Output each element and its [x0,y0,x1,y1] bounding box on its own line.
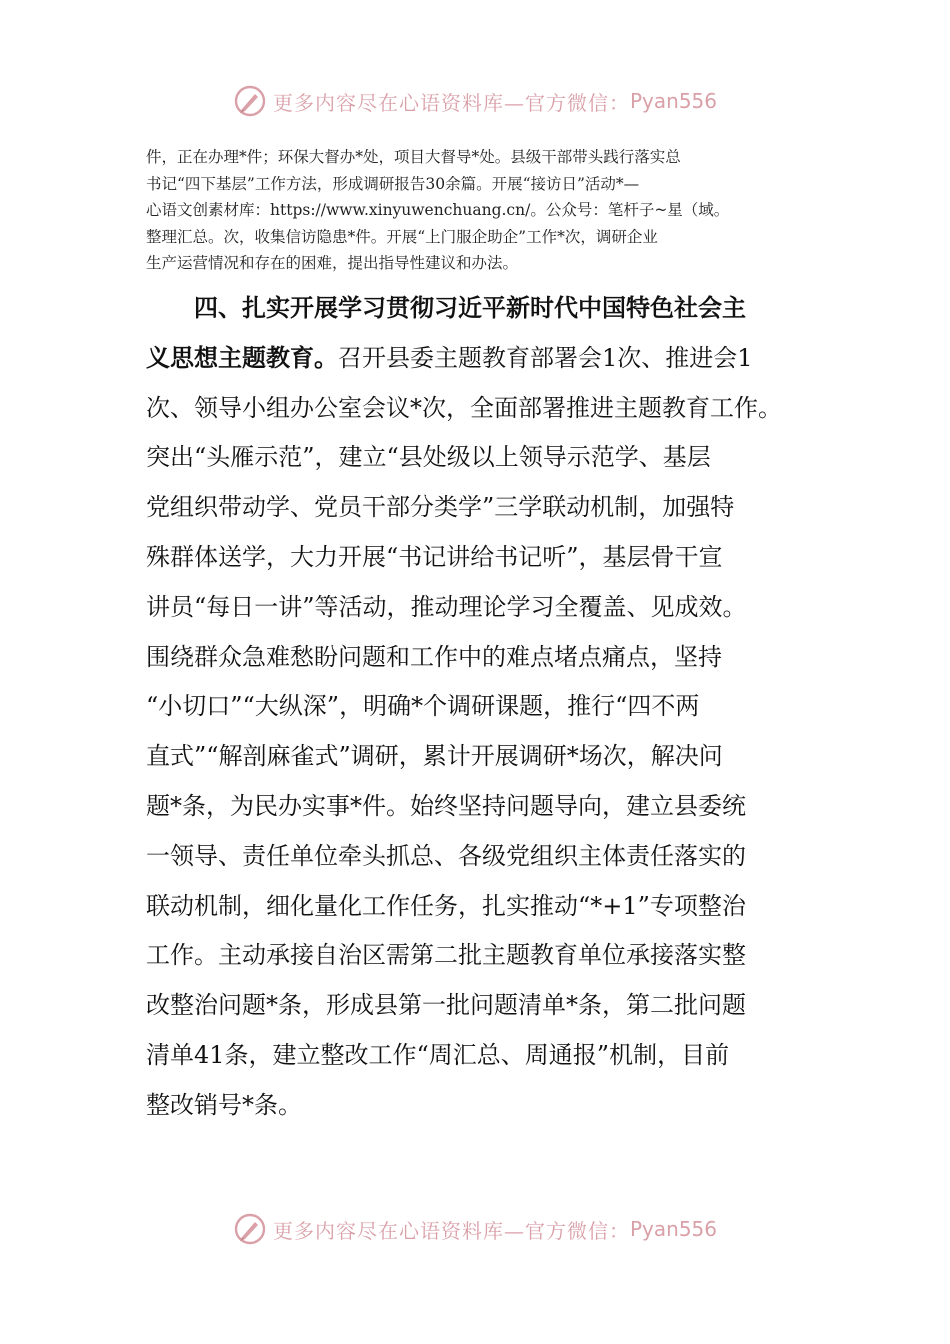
body-line: 一领导、责任单位牵头抓总、各级党组织主体责任落实的 [146,841,746,870]
body-line: 次、领导小组办公室会议*次，全面部署推进主题教育工作。 [146,393,782,422]
body-line: “小切口”“大纵深”，明确*个调研课题，推行“四不两 [146,692,700,721]
body-line: 围绕群众急难愁盼问题和工作中的难点堵点痛点，坚持 [146,642,722,671]
watermark-text: 更多内容尽在心语资料库—官方微信： [272,90,630,115]
body-line: 突出“头雁示范”，建立“县处级以上领导示范学、基层 [146,443,711,472]
section-heading: 四、扎实开展学习贯彻习近平新时代中国特色社会主 [194,294,746,322]
body-line: 清单41条，建立整改工作“周汇总、周通报”机制，目前 [146,1040,730,1069]
body-line: 工作。主动承接自治区需第二批主题教育单位承接落实整 [146,941,746,970]
body-line: 改整治问题*条，形成县第一批问题清单*条，第二批问题 [146,991,746,1020]
small-line: 件，正在办理*件；环保大督办*处，项目大督导*处。县级干部带头践行落实总 [146,148,681,166]
continuation-paragraph [146,144,810,277]
pen-logo-icon [233,1212,267,1246]
body-line: 题*条，为民办实事*件。始终坚持问题导向，建立县委统 [146,791,746,820]
small-line: 生产运营情况和存在的困难，提出指导性建议和办法。 [146,254,519,272]
watermark-brand: Pyan556 [629,1217,717,1241]
section-four [146,284,816,1131]
section-heading-line-2 [146,334,816,384]
small-line: 心语文创素材库：https://www.xinyuwenchuang.cn/。公众号：笔杆子~星（域。 [146,201,730,219]
pen-logo-icon [233,84,267,118]
section-heading-tail: 义思想主题教育。 [146,343,338,372]
body-text: 召开县委主题教育部署会1次、推进会1 [338,343,753,372]
body-line: 讲员“每日一讲”等活动，推动理论学习全覆盖、见成效。 [146,592,747,621]
body-line: 殊群体送学，大力开展“书记讲给书记听”，基层骨干宣 [146,542,723,571]
watermark-text: 更多内容尽在心语资料库—官方微信： [272,1218,630,1243]
body-line: 联动机制，细化量化工作任务，扎实推动“*+1”专项整治 [146,891,746,920]
watermark-footer [0,1212,950,1246]
watermark-brand: Pyan556 [629,89,717,113]
small-line: 整理汇总。次，收集信访隐患*件。开展“上门服企助企”工作*次，调研企业 [146,227,658,246]
watermark-header [0,84,950,118]
body-line: 党组织带动学、党员干部分类学”三学联动机制，加强特 [146,493,735,522]
body-line: 整改销号*条。 [146,1090,302,1119]
body-line: 直式”“解剖麻雀式”调研，累计开展调研*场次，解决问 [146,742,723,771]
small-line: 书记“四下基层”工作方法，形成调研报告30余篇。开展“接访日”活动*— [146,174,640,193]
